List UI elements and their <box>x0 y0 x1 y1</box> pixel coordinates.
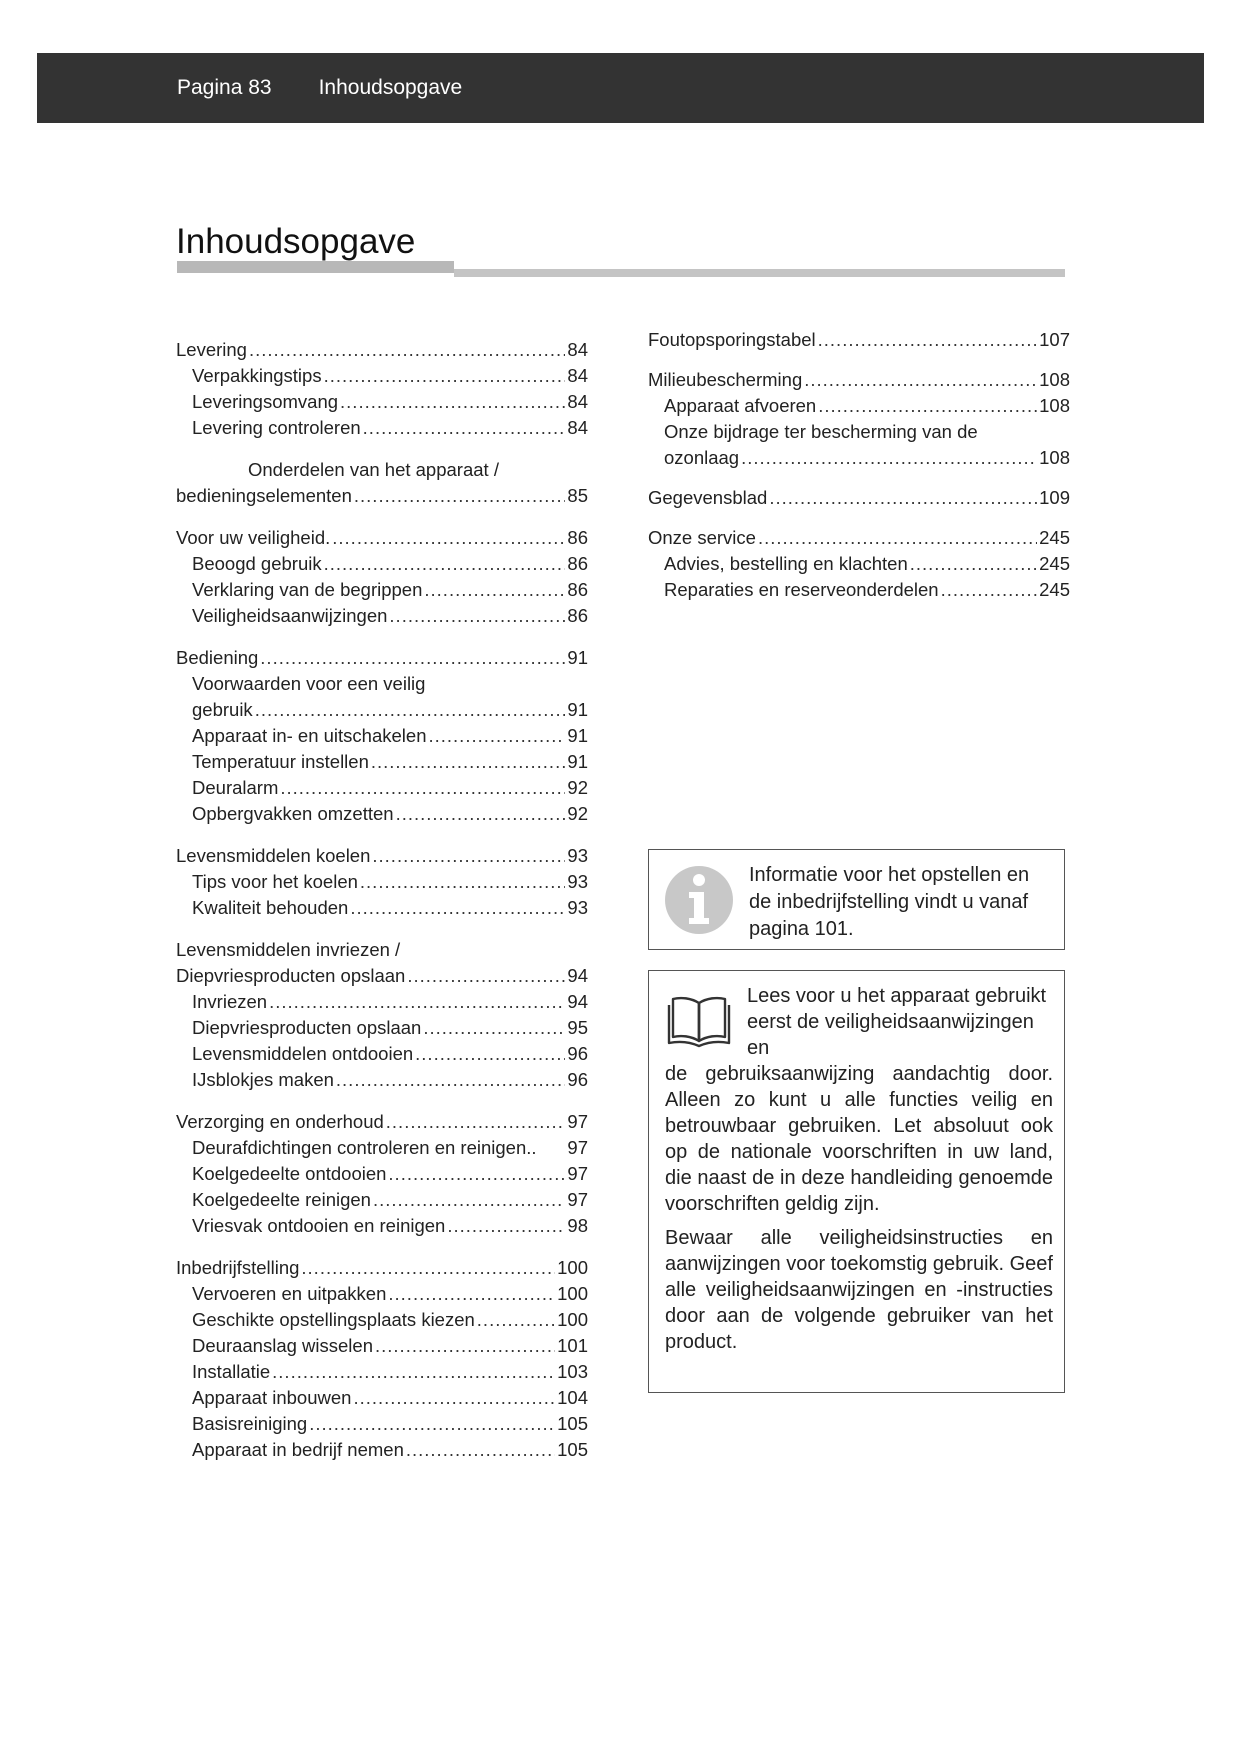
toc-dot-leader <box>363 415 566 441</box>
toc-dot-leader <box>804 367 1037 393</box>
toc-entry-title: Advies, bestelling en klachten <box>664 553 908 574</box>
toc-group <box>648 525 1070 603</box>
toc-entry-page: 97 <box>567 1111 588 1132</box>
toc-entry[interactable] <box>648 551 1070 577</box>
toc-left-column <box>176 337 588 1479</box>
toc-dot-leader <box>260 645 565 671</box>
toc-dot-leader <box>255 697 566 723</box>
toc-entry-page: 93 <box>567 897 588 918</box>
read-manual-intro: Lees voor u het apparaat gebruikt eerst de veiligheidsaanwijzingen en <box>747 985 1047 1059</box>
toc-dot-leader <box>415 1041 565 1067</box>
toc-entry[interactable] <box>176 645 588 671</box>
toc-entry-title: Diepvriesproducten opslaan <box>192 1017 422 1038</box>
toc-entry-title: Verklaring van de begrippen <box>192 579 423 600</box>
toc-entry-title: Levering controleren <box>192 417 361 438</box>
toc-entry-title: Verzorging en onderhoud <box>176 1111 384 1132</box>
toc-entry-title: Diepvriesproducten opslaan <box>176 965 406 986</box>
toc-entry-title: Apparaat in- en uitschakelen <box>192 725 427 746</box>
toc-entry-page: 108 <box>1039 395 1070 416</box>
toc-entry-page: 108 <box>1039 447 1070 468</box>
toc-entry-title: Koelgedeelte reinigen <box>192 1189 371 1210</box>
toc-entry-page: 97 <box>567 1163 588 1184</box>
toc-entry[interactable] <box>176 1109 588 1135</box>
toc-entry[interactable] <box>176 749 588 775</box>
toc-entry[interactable] <box>176 1067 588 1093</box>
toc-entry-title: Apparaat afvoeren <box>664 395 817 416</box>
toc-entry-title: Invriezen <box>192 991 268 1012</box>
toc-entry-title: Geschikte opstellingsplaats kiezen <box>192 1309 475 1330</box>
toc-entry[interactable] <box>176 1255 588 1281</box>
toc-entry-title: Onze bijdrage ter bescherming van de <box>664 421 978 442</box>
toc-entry-title: Gegevensblad <box>648 487 768 508</box>
toc-dot-leader <box>406 1437 555 1463</box>
toc-entry-page: 107 <box>1039 329 1070 350</box>
toc-entry-page: 93 <box>567 871 588 892</box>
info-icon <box>665 866 733 934</box>
toc-entry-page: 93 <box>567 845 588 866</box>
toc-entry-page: 96 <box>567 1069 588 1090</box>
toc-entry-title: Verpakkingstips <box>192 365 322 386</box>
toc-entry-title: Milieubescherming <box>648 369 803 390</box>
toc-dot-leader <box>818 393 1037 419</box>
toc-dot-leader <box>407 963 565 989</box>
toc-entry-title: Deuraanslag wisselen <box>192 1335 373 1356</box>
toc-dot-leader <box>371 749 566 775</box>
toc-entry-title: Reparaties en reserveonderdelen <box>664 579 939 600</box>
toc-dot-leader <box>477 1307 555 1333</box>
toc-entry-title: Levensmiddelen invriezen / <box>176 939 401 960</box>
toc-entry-page: 100 <box>557 1283 588 1304</box>
toc-entry-page: 245 <box>1039 553 1070 574</box>
toc-group <box>648 327 1070 353</box>
toc-entry-page: 85 <box>567 485 588 506</box>
toc-entry[interactable] <box>176 1161 588 1187</box>
toc-entry-page: 84 <box>567 365 588 386</box>
toc-entry[interactable] <box>176 483 588 509</box>
read-manual-box <box>648 970 1065 1393</box>
toc-entry[interactable] <box>648 577 1070 603</box>
toc-entry-page: 96 <box>567 1043 588 1064</box>
toc-entry[interactable] <box>176 603 588 629</box>
toc-entry[interactable] <box>176 1333 588 1359</box>
toc-entry[interactable] <box>176 775 588 801</box>
toc-entry[interactable] <box>648 393 1070 419</box>
toc-dot-leader <box>353 1385 555 1411</box>
toc-entry[interactable] <box>176 1411 588 1437</box>
toc-entry-title: IJsblokjes maken <box>192 1069 334 1090</box>
toc-entry-title: Voor uw veiligheid. <box>176 527 331 548</box>
info-note-box <box>648 849 1065 950</box>
toc-entry-page: 84 <box>567 417 588 438</box>
toc-entry[interactable] <box>176 1359 588 1385</box>
toc-group <box>176 645 588 827</box>
toc-entry-title: Vriesvak ontdooien en reinigen <box>192 1215 446 1236</box>
toc-dot-leader <box>375 1333 555 1359</box>
toc-group <box>648 367 1070 471</box>
toc-entry[interactable] <box>176 869 588 895</box>
toc-entry[interactable] <box>648 525 1070 551</box>
toc-dot-leader <box>388 1161 565 1187</box>
read-manual-paragraph-2: Bewaar alle veiligheidsinstructies en aanwijzingen voor toekomstig gebruik. Geef alle veiligheidsaanwijzingen en -instructies door aan de volgende gebruiker van het product. <box>665 1227 1053 1353</box>
toc-dot-leader <box>389 603 565 629</box>
toc-entry[interactable] <box>648 445 1070 471</box>
toc-dot-leader <box>340 389 565 415</box>
read-manual-body <box>665 1061 1053 1363</box>
toc-entry-title: Bediening <box>176 647 259 668</box>
toc-entry[interactable] <box>176 1385 588 1411</box>
toc-entry[interactable] <box>176 1041 588 1067</box>
toc-dot-leader <box>249 337 565 363</box>
toc-entry[interactable] <box>648 327 1070 353</box>
toc-entry-page: 91 <box>567 647 588 668</box>
toc-entry-title: Apparaat inbouwen <box>192 1387 352 1408</box>
toc-entry-title: Deurafdichtingen controleren en reinigen.. <box>192 1137 537 1158</box>
toc-dot-leader <box>741 445 1037 471</box>
page-title: Inhoudsopgave <box>176 222 416 261</box>
toc-entry-page: 98 <box>567 1215 588 1236</box>
toc-dot-leader <box>280 775 565 801</box>
toc-dot-leader <box>373 1187 565 1213</box>
toc-entry[interactable] <box>648 367 1070 393</box>
toc-entry-title: Tips voor het koelen <box>192 871 358 892</box>
toc-entry-page: 86 <box>567 579 588 600</box>
toc-entry-page: 95 <box>567 1017 588 1038</box>
toc-entry[interactable] <box>176 1135 588 1161</box>
toc-entry-title: Onze service <box>648 527 756 548</box>
toc-dot-leader <box>818 327 1037 353</box>
toc-dot-leader <box>350 895 565 921</box>
toc-entry-page: 101 <box>557 1335 588 1356</box>
toc-dot-leader <box>396 801 566 827</box>
toc-entry-page: 105 <box>557 1439 588 1460</box>
toc-entry[interactable] <box>176 843 588 869</box>
title-underline-accent <box>177 261 454 273</box>
toc-entry-page: 92 <box>567 803 588 824</box>
toc-entry-title: Levensmiddelen koelen <box>176 845 371 866</box>
toc-dot-leader <box>447 1213 565 1239</box>
toc-dot-leader <box>424 577 565 603</box>
toc-entry[interactable] <box>176 1437 588 1463</box>
toc-entry-title: Basisreiniging <box>192 1413 308 1434</box>
read-manual-paragraph-1: de gebruiksaanwijzing aandachtig door. Alleen zo kunt u alle functies veilig en betrouwbaar gebruiken. Let absoluut ook op de nationale voorschriften in uw land, die naast de in deze handleiding genoemde voorschriften geldig zijn. <box>665 1063 1053 1215</box>
toc-entry-page: 86 <box>567 527 588 548</box>
toc-entry-page: 91 <box>567 751 588 772</box>
toc-entry[interactable] <box>648 485 1070 511</box>
toc-dot-leader <box>301 1255 555 1281</box>
toc-entry-title: Vervoeren en uitpakken <box>192 1283 387 1304</box>
toc-entry[interactable] <box>176 1187 588 1213</box>
toc-entry-page: 94 <box>567 991 588 1012</box>
toc-entry-page: 86 <box>567 553 588 574</box>
toc-entry-title: Onderdelen van het apparaat / <box>248 459 499 480</box>
toc-entry-title: Temperatuur instellen <box>192 751 369 772</box>
toc-entry-page: 84 <box>567 339 588 360</box>
toc-dot-leader <box>941 577 1038 603</box>
toc-dot-leader <box>332 525 565 551</box>
toc-entry[interactable] <box>176 389 588 415</box>
toc-group <box>176 457 588 509</box>
toc-entry-title: Inbedrijfstelling <box>176 1257 300 1278</box>
toc-dot-leader <box>388 1281 555 1307</box>
toc-entry-page: 84 <box>567 391 588 412</box>
toc-dot-leader <box>269 989 565 1015</box>
toc-entry[interactable] <box>176 1213 588 1239</box>
toc-dot-leader <box>372 843 565 869</box>
toc-entry-page: 91 <box>567 699 588 720</box>
toc-entry-page: 97 <box>567 1137 588 1158</box>
toc-group <box>176 843 588 921</box>
page-header <box>37 53 1204 123</box>
toc-entry-page: 100 <box>557 1257 588 1278</box>
toc-dot-leader <box>423 1015 565 1041</box>
toc-entry[interactable] <box>176 1281 588 1307</box>
toc-entry-title: Beoogd gebruik <box>192 553 322 574</box>
toc-group <box>176 1109 588 1239</box>
toc-entry-page: 100 <box>557 1309 588 1330</box>
toc-entry-title: Apparaat in bedrijf nemen <box>192 1439 404 1460</box>
toc-entry-title: Leveringsomvang <box>192 391 339 412</box>
toc-entry-title: gebruik <box>192 699 253 720</box>
toc-entry[interactable] <box>176 963 588 989</box>
toc-entry-page: 104 <box>557 1387 588 1408</box>
toc-entry-page: 245 <box>1039 527 1070 548</box>
toc-entry-page: 245 <box>1039 579 1070 600</box>
toc-entry[interactable] <box>176 363 588 389</box>
toc-entry-title: Koelgedeelte ontdooien <box>192 1163 387 1184</box>
toc-group <box>176 337 588 441</box>
toc-entry-title: ozonlaag <box>664 447 740 468</box>
toc-entry[interactable] <box>176 989 588 1015</box>
toc-entry-page: 103 <box>557 1361 588 1382</box>
toc-entry[interactable] <box>176 525 588 551</box>
toc-entry-page: 105 <box>557 1413 588 1434</box>
toc-entry-page: 97 <box>567 1189 588 1210</box>
toc-dot-leader <box>910 551 1037 577</box>
toc-group <box>648 485 1070 511</box>
toc-entry-title: Levering <box>176 339 247 360</box>
toc-entry-title: Foutopsporingstabel <box>648 329 816 350</box>
toc-dot-leader <box>428 723 565 749</box>
toc-entry[interactable] <box>176 551 588 577</box>
toc-entry[interactable] <box>176 415 588 441</box>
toc-dot-leader <box>272 1359 555 1385</box>
toc-entry[interactable] <box>176 577 588 603</box>
toc-entry[interactable] <box>176 895 588 921</box>
toc-entry-page: 86 <box>567 605 588 626</box>
toc-entry[interactable] <box>176 697 588 723</box>
toc-dot-leader <box>324 551 566 577</box>
toc-entry-title: Levensmiddelen ontdooien <box>192 1043 414 1064</box>
toc-entry-page: 109 <box>1039 487 1070 508</box>
toc-entry-title: bedieningselementen <box>176 485 352 506</box>
toc-entry-title: Voorwaarden voor een veilig <box>192 673 426 694</box>
toc-entry-title: Kwaliteit behouden <box>192 897 349 918</box>
toc-entry[interactable] <box>176 1015 588 1041</box>
toc-entry[interactable] <box>176 723 588 749</box>
toc-dot-leader <box>758 525 1037 551</box>
header-section-title: Inhoudsopgave <box>318 76 463 99</box>
toc-entry[interactable] <box>176 801 588 827</box>
toc-right-column <box>648 327 1070 617</box>
open-book-icon <box>665 993 733 1049</box>
toc-dot-leader <box>386 1109 566 1135</box>
toc-dot-leader <box>360 869 566 895</box>
toc-dot-leader <box>309 1411 555 1437</box>
toc-dot-leader <box>354 483 566 509</box>
toc-dot-leader <box>336 1067 566 1093</box>
toc-dot-leader <box>324 363 566 389</box>
toc-dot-leader <box>769 485 1037 511</box>
toc-entry-page: 94 <box>567 965 588 986</box>
title-underline <box>454 269 1065 277</box>
toc-entry-title: Deuralarm <box>192 777 279 798</box>
toc-entry-title: Veiligheidsaanwijzingen <box>192 605 388 626</box>
toc-group <box>176 937 588 1093</box>
toc-entry-page: 91 <box>567 725 588 746</box>
toc-entry-page: 92 <box>567 777 588 798</box>
toc-group <box>176 1255 588 1463</box>
toc-entry-title: Opbergvakken omzetten <box>192 803 394 824</box>
toc-group <box>176 525 588 629</box>
toc-entry-page: 108 <box>1039 369 1070 390</box>
page-number: Pagina 83 <box>177 76 272 99</box>
toc-entry[interactable] <box>176 337 588 363</box>
toc-entry[interactable] <box>176 1307 588 1333</box>
toc-entry-title: Installatie <box>192 1361 271 1382</box>
info-note-text: Informatie voor het opstellen en de inbedrijfstelling vindt u vanaf pagina 101. <box>749 864 1030 940</box>
